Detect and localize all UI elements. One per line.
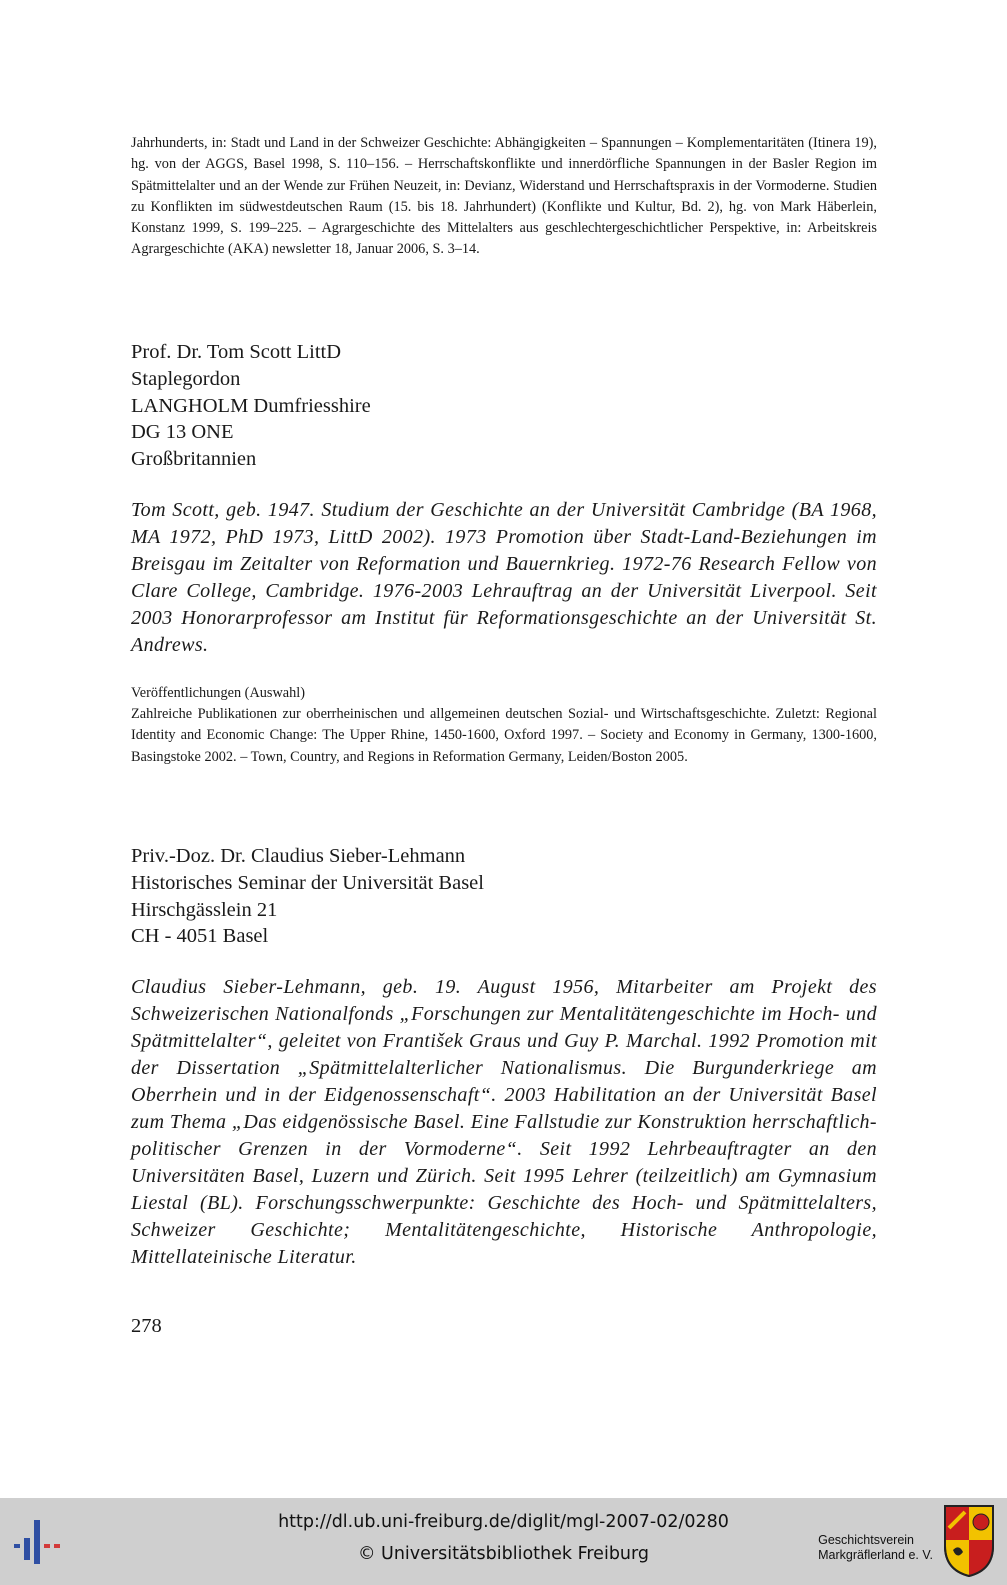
permalink-url[interactable]: http://dl.ub.uni-freiburg.de/diglit/mgl-2007-02/0280 [278, 1512, 729, 1532]
address-line: Hirschgässlein 21 [131, 898, 278, 921]
scott-publications-heading: Veröffentlichungen (Auswahl) [131, 685, 306, 701]
address-line: LANGHOLM Dumfriesshire [131, 394, 371, 417]
scott-publications: Zahlreiche Publikationen zur oberrheinischen und allgemeinen deutschen Sozial- und Wirtschaftsgeschichte. Zuletzt: Regional Identity and Economic Change: The Upper Rhine, 1450-1600, Oxford 1997. – Society and Economy in Germany, 1300-1600, Basingstoke 2002. – Town, Country, and Regions in Reformation Germany, Leiden/Boston 2005. [131, 706, 877, 765]
sieber-biography: Claudius Sieber-Lehmann, geb. 19. August 1956, Mitarbeiter am Projekt des Schweizerischen Nationalfonds „Forschungen zur Mentalitätengeschichte im Hoch- und Spätmittelalter“, geleitet von František Graus und Guy P. Marchal. 1992 Promotion mit der Dissertation „Spätmittelalterlicher Nationalismus. Die Burgunderkriege am Oberrhein und in der Eidgenossenschaft“. 2003 Habilitation an der Universität Basel zum Thema „Das eidgenössische Basel. Eine Fallstudie zur Konstruktion herrschaftlich-politischer Grenzen in der Vormoderne“. Seit 1992 Lehrbeauftragter an den Universitäten Basel, Luzern und Zürich. Seit 1995 Lehrer (teilzeitlich) am Gymnasium Liestal (BL). Forschungsschwerpunkte: Geschichte des Hoch- und Spätmittelalters, Schweizer Geschichte; Mentalitätengeschichte, Historische Anthropologie, Mittellateinische Literatur. [131, 976, 877, 1268]
scott-biography: Tom Scott, geb. 1947. Studium der Geschichte an der Universität Cambridge (BA 1968, MA 1972, PhD 1973, LittD 2002). 1973 Promotion über Stadt-Land-Beziehungen im Breisgau im Zeitalter von Reformation und Bauernkrieg. 1972-76 Research Fellow von Clare College, Cambridge. 1976-2003 Lehrauftrag an der Universität Liverpool. Seit 2003 Honorarprofessor am Institut für Reformationsgeschichte an der Universität St. Andrews. [131, 499, 877, 656]
society-name-line: Geschichtsverein [818, 1533, 914, 1547]
address-line: DG 13 ONE [131, 421, 234, 444]
previous-entry-continuation: Jahrhunderts, in: Stadt und Land in der Schweizer Geschichte: Abhängigkeiten – Spannungen – Komplementaritäten (Itinera 19), hg. von der AGGS, Basel 1998, S. 110–156. – Herrschaftskonflikte und innerdörfliche Spannungen in der Basler Region im Spätmittelalter und an der Wende zur Frühen Neuzeit, in: Devianz, Widerstand und Herrschaftspraxis in der Vormoderne. Studien zu Konflikten im südwestdeutschen Raum (15. bis 18. Jahrhundert) (Konflikte und Kultur, Bd. 2), hg. von Mark Häberlein, Konstanz 1999, S. 199–225. – Agrargeschichte des Mittelalters aus geschlechtergeschichtlicher Perspektive, in: Arbeitskreis Agrargeschichte (AKA) newsletter 18, Januar 2006, S. 3–14. [131, 135, 877, 258]
sieber-address [131, 843, 877, 950]
society-name [818, 1533, 933, 1563]
page-number: 278 [131, 1315, 162, 1337]
address-line: Priv.-Doz. Dr. Claudius Sieber-Lehmann [131, 845, 466, 867]
footer-bar [0, 1498, 1007, 1585]
address-line: Prof. Dr. Tom Scott LittD [131, 341, 342, 363]
coat-of-arms-icon [943, 1504, 995, 1578]
address-line: Großbritannien [131, 448, 257, 471]
address-line: Historisches Seminar der Universität Basel [131, 871, 484, 894]
address-line: Staplegordon [131, 367, 241, 390]
address-line: CH - 4051 Basel [131, 925, 269, 948]
scott-address [131, 339, 877, 473]
society-name-line: Markgräflerland e. V. [818, 1548, 933, 1562]
copyright-text: © Universitätsbibliothek Freiburg [357, 1544, 650, 1564]
